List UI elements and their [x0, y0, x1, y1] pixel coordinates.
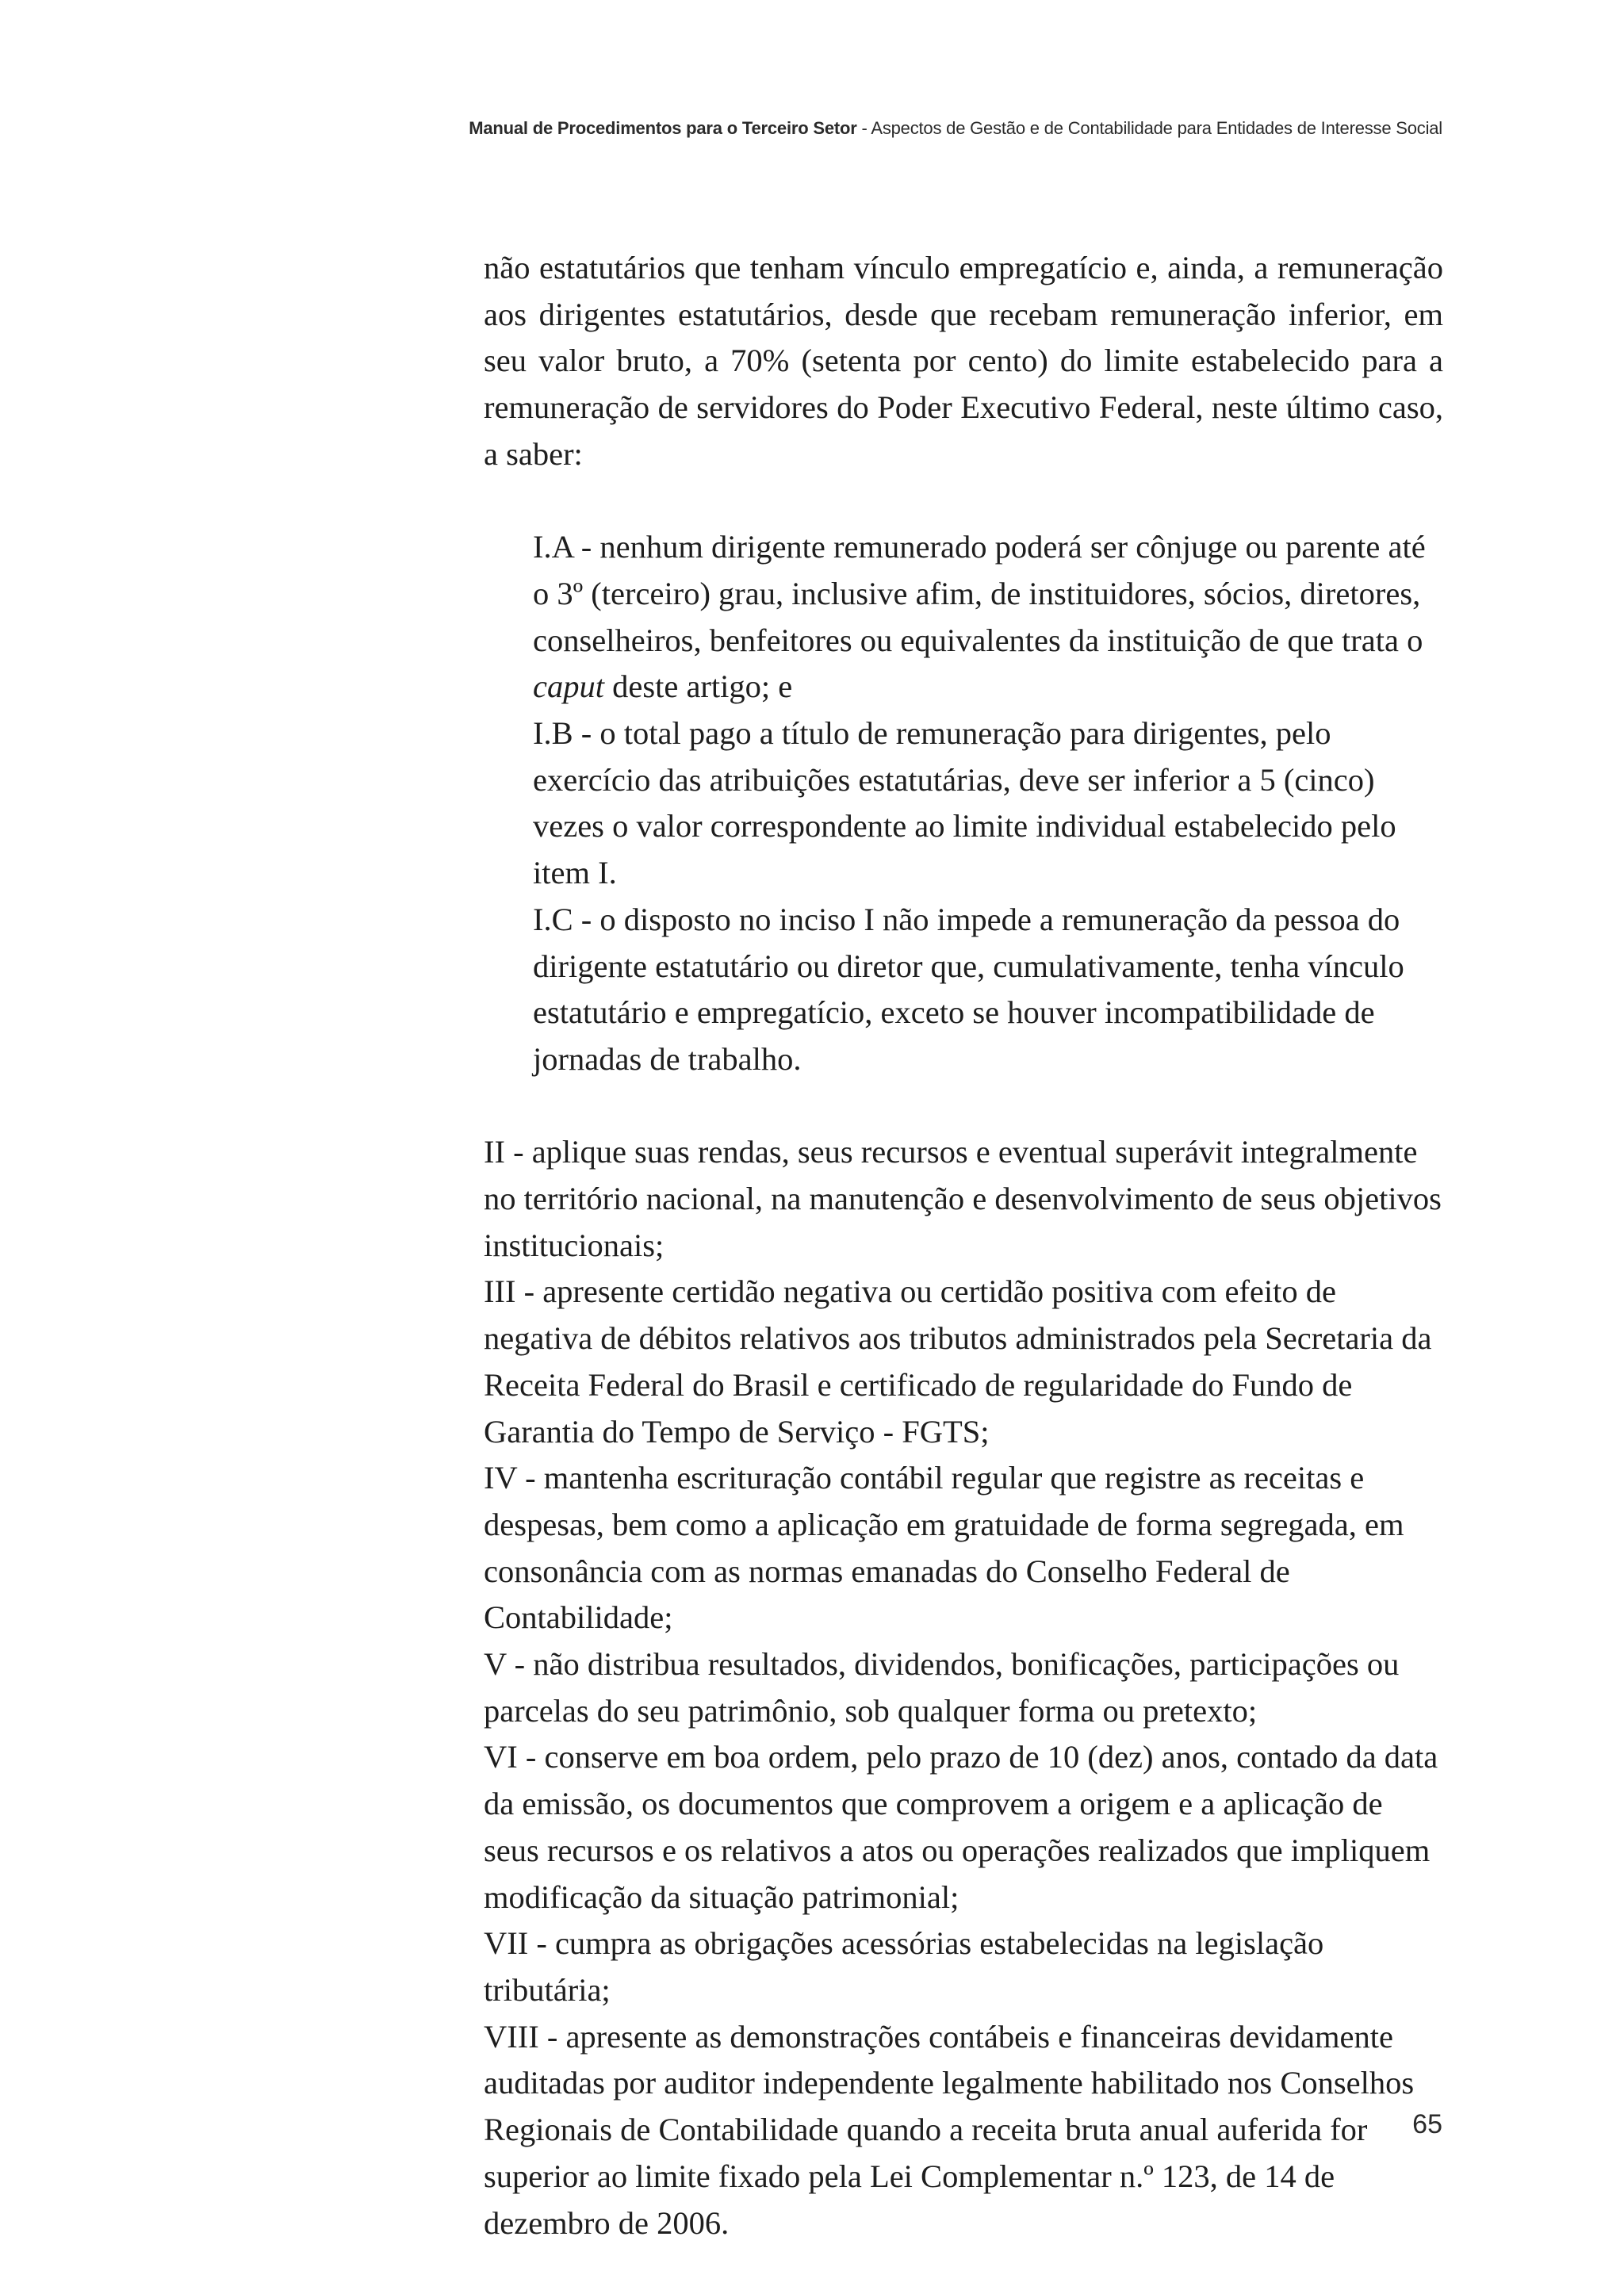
sub-item-ia	[533, 524, 1443, 710]
caput-italic: caput	[533, 668, 604, 705]
list-item-iii: III - apresente certidão negativa ou certidão positiva com efeito de negativa de débitos relativos aos tributos administrados pela Secretaria da Receita Federal do Brasil e certificado de regularidade do Fundo de Garantia do Tempo de Serviço - FGTS;	[484, 1273, 1432, 1450]
running-header	[469, 118, 1442, 139]
sub-item-ib: I.B - o total pago a título de remuneração para dirigentes, pelo exercício das atribuições estatutárias, deve ser inferior a 5 (cinco) vezes o valor correspondente ao limite individual estabelecido pelo item I.	[533, 715, 1396, 891]
intro-paragraph: não estatutários que tenham vínculo empregatício e, ainda, a remuneração aos dirigentes estatutários, desde que recebam remuneração inferior, em seu valor bruto, a 70% (setenta por cento) do limite estabelecido para a remuneração de servidores do Poder Executivo Federal, neste último caso, a saber:	[484, 250, 1443, 472]
item-list	[484, 1129, 1443, 2246]
list-item-viii: VIII - apresente as demonstrações contábeis e financeiras devidamente auditadas por auditor independente legalmente habilitado nos Conselhos Regionais de Contabilidade quando a receita bruta anual auferida for superior ao limite fixado pela Lei Complementar n.º 123, de 14 de dezembro de 2006.	[484, 2018, 1415, 2241]
sub-item-ic: I.C - o disposto no inciso I não impede a remuneração da pessoa do dirigente estatutário ou diretor que, cumulativamente, tenha vínculo estatutário e empregatício, exceto se houver incompatibilidade de jornadas de trabalho.	[533, 901, 1404, 1077]
list-item-ii: II - aplique suas rendas, seus recursos e eventual superávit integralmente no território nacional, na manutenção e desenvolvimento de seus objetivos institucionais;	[484, 1134, 1442, 1263]
header-title-bold: Manual de Procedimentos para o Terceiro Setor	[469, 118, 857, 138]
page-number: 65	[1412, 2109, 1442, 2139]
list-item-vi: VI - conserve em boa ordem, pelo prazo de 10 (dez) anos, contado da data da emissão, os documentos que comprovem a origem e a aplicação de seus recursos e os relativos a atos ou operações realizados que impliquem modificação da situação patrimonial;	[484, 1739, 1438, 1915]
list-item-v: V - não distribua resultados, dividendos, bonificações, participações ou parcelas do seu patrimônio, sob qualquer forma ou pretexto;	[484, 1646, 1400, 1729]
list-item-vii: VII - cumpra as obrigações acessórias estabelecidas na legislação tributária;	[484, 1925, 1324, 2008]
sub-items	[484, 524, 1443, 1082]
sub-item-ia-text: I.A - nenhum dirigente remunerado poderá ser cônjuge ou parente até o 3º (terceiro) grau, inclusive afim, de instituidores, sócios, diretores, conselheiros, benfeitores ou equivalentes da instituição de que trata o	[533, 529, 1426, 658]
header-title-rest: - Aspectos de Gestão e de Contabilidade para Entidades de Interesse Social	[856, 118, 1442, 138]
list-item-iv: IV - mantenha escrituração contábil regular que registre as receitas e despesas, bem como a aplicação em gratuidade de forma segregada, em consonância com as normas emanadas do Conselho Federal de Contabilidade;	[484, 1460, 1404, 1636]
sub-item-ia-tail: deste artigo; e	[603, 668, 793, 705]
body-text	[484, 245, 1443, 2246]
